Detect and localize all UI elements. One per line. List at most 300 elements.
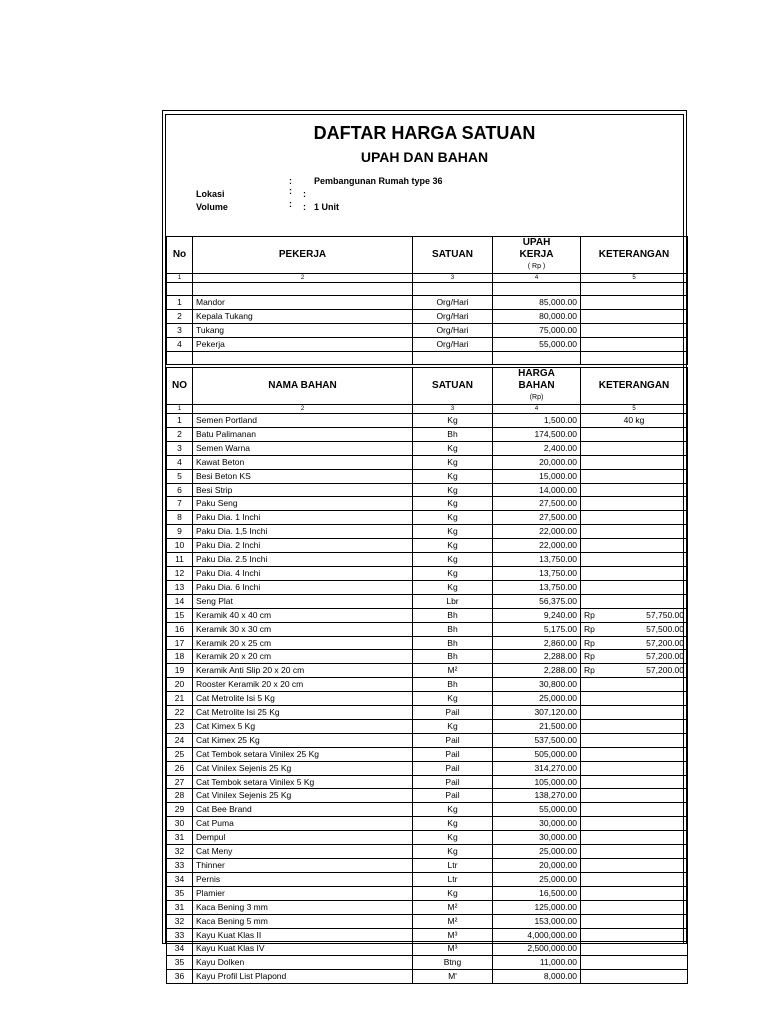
labor-table-row <box>167 309 688 323</box>
row-number: 8 <box>167 511 193 525</box>
labor-col-no: No <box>167 237 193 274</box>
row-number: 31 <box>167 900 193 914</box>
materials-table-row <box>167 441 688 455</box>
item-unit: Org/Hari <box>413 323 493 337</box>
subtotal-value: 57,200.00 <box>646 665 684 676</box>
row-number: 36 <box>167 970 193 984</box>
item-note <box>581 761 688 775</box>
item-name: Kayu Dolken <box>193 956 413 970</box>
materials-table-row <box>167 553 688 567</box>
materials-table-row <box>167 678 688 692</box>
materials-table-row <box>167 511 688 525</box>
item-name: Semen Portland <box>193 414 413 428</box>
materials-num-4: 4 <box>493 405 581 414</box>
item-price: 75,000.00 <box>493 323 581 337</box>
item-price: 153,000.00 <box>493 914 581 928</box>
materials-table-row <box>167 719 688 733</box>
item-note <box>581 580 688 594</box>
row-number: 23 <box>167 719 193 733</box>
item-unit: M² <box>413 914 493 928</box>
item-note <box>581 497 688 511</box>
currency-label: Rp <box>584 665 595 676</box>
item-note <box>581 608 688 622</box>
labor-col-price-line1: UPAH <box>522 237 551 248</box>
materials-table-row <box>167 900 688 914</box>
item-price: 20,000.00 <box>493 859 581 873</box>
item-name: Besi Beton KS <box>193 469 413 483</box>
item-name: Kaca Bening 5 mm <box>193 914 413 928</box>
labor-col-note: KETERANGAN <box>581 237 688 274</box>
item-price: 25,000.00 <box>493 872 581 886</box>
row-number: 24 <box>167 733 193 747</box>
materials-table-row <box>167 859 688 873</box>
item-note <box>581 441 688 455</box>
row-number: 9 <box>167 525 193 539</box>
row-number: 33 <box>167 928 193 942</box>
row-number: 28 <box>167 789 193 803</box>
materials-table-row <box>167 914 688 928</box>
currency-label: Rp <box>584 609 595 620</box>
labor-num-3: 3 <box>413 274 493 283</box>
price-list-sheet <box>162 110 687 982</box>
item-price: 22,000.00 <box>493 539 581 553</box>
item-note <box>581 323 688 337</box>
item-price: 138,270.00 <box>493 789 581 803</box>
row-number: 29 <box>167 803 193 817</box>
volume-colon: : <box>289 199 292 209</box>
item-unit: Kg <box>413 455 493 469</box>
currency-label: Rp <box>584 637 595 648</box>
item-note <box>581 928 688 942</box>
row-number: 10 <box>167 539 193 553</box>
item-name: Cat Vinilex Sejenis 25 Kg <box>193 761 413 775</box>
item-name: Keramik Anti Slip 20 x 20 cm <box>193 664 413 678</box>
item-price: 22,000.00 <box>493 525 581 539</box>
item-price: 2,400.00 <box>493 441 581 455</box>
materials-col-price-line1: HARGA <box>518 368 555 379</box>
item-price: 2,860.00 <box>493 636 581 650</box>
item-price: 105,000.00 <box>493 775 581 789</box>
row-number: 13 <box>167 580 193 594</box>
item-note <box>581 775 688 789</box>
row-number: 19 <box>167 664 193 678</box>
item-name: Thinner <box>193 859 413 873</box>
materials-table-row <box>167 747 688 761</box>
materials-table-row <box>167 414 688 428</box>
item-price: 2,500,000.00 <box>493 942 581 956</box>
materials-num-3: 3 <box>413 405 493 414</box>
item-note <box>581 789 688 803</box>
item-unit: Kg <box>413 719 493 733</box>
item-unit: Kg <box>413 497 493 511</box>
item-name: Cat Kimex 5 Kg <box>193 719 413 733</box>
item-unit: Kg <box>413 539 493 553</box>
item-unit: M' <box>413 970 493 984</box>
row-number: 11 <box>167 553 193 567</box>
item-note <box>581 970 688 984</box>
materials-num-5: 5 <box>581 405 688 414</box>
item-unit: Kg <box>413 886 493 900</box>
item-price: 27,500.00 <box>493 497 581 511</box>
item-name: Plamier <box>193 886 413 900</box>
item-name: Keramik 30 x 30 cm <box>193 622 413 636</box>
item-unit: Pail <box>413 706 493 720</box>
item-name: Cat Puma <box>193 817 413 831</box>
item-price: 2,288.00 <box>493 650 581 664</box>
item-unit: Kg <box>413 469 493 483</box>
item-note <box>581 525 688 539</box>
item-name: Rooster Keramik 20 x 20 cm <box>193 678 413 692</box>
row-number: 17 <box>167 636 193 650</box>
item-price: 20,000.00 <box>493 455 581 469</box>
materials-table-row <box>167 692 688 706</box>
row-number: 16 <box>167 622 193 636</box>
materials-table-row <box>167 733 688 747</box>
labor-col-price-line2: KERJA <box>519 249 554 260</box>
item-unit: Bh <box>413 636 493 650</box>
row-number: 33 <box>167 859 193 873</box>
item-note <box>581 845 688 859</box>
row-number: 32 <box>167 914 193 928</box>
item-price: 537,500.00 <box>493 733 581 747</box>
materials-table-row <box>167 455 688 469</box>
item-name: Paku Seng <box>193 497 413 511</box>
item-name: Kayu Profil List Plapond <box>193 970 413 984</box>
item-unit: Bh <box>413 608 493 622</box>
item-price: 2,288.00 <box>493 664 581 678</box>
labor-col-price-line3: ( Rp ) <box>527 263 546 270</box>
labor-body <box>167 296 688 352</box>
materials-table-row <box>167 469 688 483</box>
item-name: Cat Tembok setara Vinilex 5 Kg <box>193 775 413 789</box>
item-price: 30,800.00 <box>493 678 581 692</box>
item-note <box>581 886 688 900</box>
materials-col-no: NO <box>167 368 193 405</box>
item-price: 56,375.00 <box>493 594 581 608</box>
item-note <box>581 706 688 720</box>
item-price: 314,270.00 <box>493 761 581 775</box>
row-number: 22 <box>167 706 193 720</box>
item-note <box>581 900 688 914</box>
item-note <box>581 831 688 845</box>
item-unit: Kg <box>413 692 493 706</box>
item-unit: Kg <box>413 831 493 845</box>
item-name: Tukang <box>193 323 413 337</box>
item-unit: Kg <box>413 414 493 428</box>
row-number: 14 <box>167 594 193 608</box>
currency-label: Rp <box>584 651 595 662</box>
materials-num-2: 2 <box>193 405 413 414</box>
subtotal-value: 57,750.00 <box>646 609 684 620</box>
item-unit: Pail <box>413 775 493 789</box>
item-unit: Kg <box>413 511 493 525</box>
labor-number-row <box>167 274 688 283</box>
labor-col-price <box>493 237 581 274</box>
item-unit: Kg <box>413 566 493 580</box>
materials-table-row <box>167 580 688 594</box>
document-title: DAFTAR HARGA SATUAN <box>313 123 536 143</box>
row-number: 32 <box>167 845 193 859</box>
row-number: 1 <box>167 296 193 310</box>
item-name: Kawat Beton <box>193 455 413 469</box>
row-number: 34 <box>167 942 193 956</box>
row-number: 2 <box>167 309 193 323</box>
item-note <box>581 719 688 733</box>
materials-col-name: NAMA BAHAN <box>193 368 413 405</box>
row-number: 4 <box>167 337 193 351</box>
item-unit: Ltr <box>413 859 493 873</box>
item-unit: Kg <box>413 525 493 539</box>
materials-table-row <box>167 789 688 803</box>
volume-label: Volume <box>196 202 228 212</box>
item-unit: Pail <box>413 747 493 761</box>
item-note <box>581 942 688 956</box>
row-number: 15 <box>167 608 193 622</box>
row-number: 5 <box>167 469 193 483</box>
materials-table-row <box>167 622 688 636</box>
item-price: 9,240.00 <box>493 608 581 622</box>
item-note <box>581 427 688 441</box>
materials-num-1: 1 <box>167 405 193 414</box>
materials-table-row <box>167 594 688 608</box>
labor-num-5: 5 <box>581 274 688 283</box>
row-number: 35 <box>167 956 193 970</box>
row-number: 34 <box>167 872 193 886</box>
item-price: 4,000,000.00 <box>493 928 581 942</box>
item-name: Paku Dia. 2 Inchi <box>193 539 413 553</box>
labor-num-2: 2 <box>193 274 413 283</box>
materials-table-row <box>167 539 688 553</box>
item-price: 55,000.00 <box>493 337 581 351</box>
item-note <box>581 664 688 678</box>
item-unit: M² <box>413 900 493 914</box>
item-unit: Bh <box>413 650 493 664</box>
item-name: Cat Vinilex Sejenis 25 Kg <box>193 789 413 803</box>
row-number: 12 <box>167 566 193 580</box>
item-name: Keramik 20 x 25 cm <box>193 636 413 650</box>
item-unit: Bh <box>413 427 493 441</box>
materials-table-row <box>167 427 688 441</box>
item-note <box>581 553 688 567</box>
materials-table-row <box>167 483 688 497</box>
item-name: Semen Warna <box>193 441 413 455</box>
item-note <box>581 733 688 747</box>
materials-col-unit: SATUAN <box>413 368 493 405</box>
item-note <box>581 296 688 310</box>
item-unit: Kg <box>413 580 493 594</box>
item-name: Cat Tembok setara Vinilex 25 Kg <box>193 747 413 761</box>
item-name: Cat Bee Brand <box>193 803 413 817</box>
item-price: 85,000.00 <box>493 296 581 310</box>
item-unit: Kg <box>413 553 493 567</box>
row-number: 27 <box>167 775 193 789</box>
row-number: 7 <box>167 497 193 511</box>
project-colon: : <box>289 176 292 186</box>
item-name: Keramik 20 x 20 cm <box>193 650 413 664</box>
subtotal-value: 57,200.00 <box>646 637 684 648</box>
item-note <box>581 914 688 928</box>
labor-spacer-row <box>167 283 688 296</box>
item-note <box>581 469 688 483</box>
row-number: 3 <box>167 323 193 337</box>
labor-table <box>166 236 688 365</box>
sheet-frame <box>165 114 684 982</box>
item-price: 15,000.00 <box>493 469 581 483</box>
materials-col-price-line2: BAHAN <box>518 380 555 391</box>
item-name: Cat Metrolite Isi 5 Kg <box>193 692 413 706</box>
item-price: 13,750.00 <box>493 566 581 580</box>
materials-table-row <box>167 636 688 650</box>
materials-table-row <box>167 664 688 678</box>
item-unit: Org/Hari <box>413 337 493 351</box>
item-unit: Ltr <box>413 872 493 886</box>
item-price: 505,000.00 <box>493 747 581 761</box>
item-price: 13,750.00 <box>493 580 581 594</box>
item-price: 16,500.00 <box>493 886 581 900</box>
item-note <box>581 678 688 692</box>
materials-table-row <box>167 872 688 886</box>
item-note <box>581 650 688 664</box>
item-note <box>581 859 688 873</box>
item-price: 1,500.00 <box>493 414 581 428</box>
item-price: 307,120.00 <box>493 706 581 720</box>
item-name: Cat Kimex 25 Kg <box>193 733 413 747</box>
materials-table-row <box>167 608 688 622</box>
item-price: 5,175.00 <box>493 622 581 636</box>
item-price: 30,000.00 <box>493 831 581 845</box>
item-name: Seng Plat <box>193 594 413 608</box>
materials-header-row <box>167 368 688 405</box>
materials-body <box>167 414 688 984</box>
item-note <box>581 636 688 650</box>
materials-table-row <box>167 497 688 511</box>
materials-table-row <box>167 928 688 942</box>
item-note <box>581 483 688 497</box>
item-name: Pekerja <box>193 337 413 351</box>
volume-value: 1 Unit <box>314 202 340 212</box>
item-price: 25,000.00 <box>493 845 581 859</box>
materials-col-price-line3: (Rp) <box>529 394 544 401</box>
materials-table-row <box>167 706 688 720</box>
item-note <box>581 566 688 580</box>
item-unit: Kg <box>413 441 493 455</box>
item-note <box>581 594 688 608</box>
row-number: 4 <box>167 455 193 469</box>
labor-col-unit: SATUAN <box>413 237 493 274</box>
item-note <box>581 692 688 706</box>
item-note <box>581 803 688 817</box>
materials-table-row <box>167 831 688 845</box>
labor-table-row <box>167 323 688 337</box>
materials-table-row <box>167 845 688 859</box>
row-number: 25 <box>167 747 193 761</box>
item-name: Cat Metrolite Isi 25 Kg <box>193 706 413 720</box>
item-price: 174,500.00 <box>493 427 581 441</box>
project-name: Pembangunan Rumah type 36 <box>314 176 443 186</box>
item-price: 14,000.00 <box>493 483 581 497</box>
item-price: 8,000.00 <box>493 970 581 984</box>
materials-table-row <box>167 956 688 970</box>
item-name: Mandor <box>193 296 413 310</box>
materials-col-note: KETERANGAN <box>581 368 688 405</box>
item-unit: Pail <box>413 733 493 747</box>
materials-table-row <box>167 817 688 831</box>
item-unit: Pail <box>413 789 493 803</box>
row-number: 3 <box>167 441 193 455</box>
item-price: 25,000.00 <box>493 692 581 706</box>
labor-num-1: 1 <box>167 274 193 283</box>
item-unit: Kg <box>413 817 493 831</box>
item-name: Kayu Kuat Klas IV <box>193 942 413 956</box>
labor-col-name: PEKERJA <box>193 237 413 274</box>
item-price: 30,000.00 <box>493 817 581 831</box>
row-number: 2 <box>167 427 193 441</box>
item-price: 55,000.00 <box>493 803 581 817</box>
item-unit: Org/Hari <box>413 296 493 310</box>
item-price: 125,000.00 <box>493 900 581 914</box>
lokasi-colon-2: : <box>303 189 306 199</box>
subtotal-value: 57,200.00 <box>646 651 684 662</box>
materials-number-row <box>167 405 688 414</box>
item-unit: M³ <box>413 942 493 956</box>
row-number: 20 <box>167 678 193 692</box>
row-number: 21 <box>167 692 193 706</box>
materials-table-row <box>167 886 688 900</box>
materials-table-row <box>167 942 688 956</box>
item-name: Keramik 40 x 40 cm <box>193 608 413 622</box>
item-price: 11,000.00 <box>493 956 581 970</box>
item-name: Kayu Kuat Klas II <box>193 928 413 942</box>
item-note: 40 kg <box>581 414 688 428</box>
item-note <box>581 956 688 970</box>
currency-label: Rp <box>584 623 595 634</box>
labor-spacer-row-bottom <box>167 351 688 364</box>
item-price: 80,000.00 <box>493 309 581 323</box>
labor-table-row <box>167 296 688 310</box>
materials-table-row <box>167 566 688 580</box>
materials-table-row <box>167 761 688 775</box>
item-unit: M² <box>413 664 493 678</box>
row-number: 31 <box>167 831 193 845</box>
materials-table-row <box>167 775 688 789</box>
materials-table <box>166 367 688 984</box>
item-price: 21,500.00 <box>493 719 581 733</box>
labor-num-4: 4 <box>493 274 581 283</box>
row-number: 18 <box>167 650 193 664</box>
item-name: Paku Dia. 1,5 Inchi <box>193 525 413 539</box>
item-unit: Org/Hari <box>413 309 493 323</box>
document-subtitle: UPAH DAN BAHAN <box>360 149 489 165</box>
subtotal-value: 57,500.00 <box>646 623 684 634</box>
item-unit: Lbr <box>413 594 493 608</box>
item-note <box>581 539 688 553</box>
row-number: 6 <box>167 483 193 497</box>
item-name: Paku Dia. 4 Inchi <box>193 566 413 580</box>
item-note <box>581 872 688 886</box>
item-note <box>581 511 688 525</box>
item-unit: Kg <box>413 483 493 497</box>
item-note <box>581 747 688 761</box>
materials-table-row <box>167 803 688 817</box>
lokasi-label: Lokasi <box>196 189 225 199</box>
item-name: Kaca Bening 3 mm <box>193 900 413 914</box>
item-name: Cat Meny <box>193 845 413 859</box>
item-unit: Btng <box>413 956 493 970</box>
materials-table-row <box>167 970 688 984</box>
row-number: 26 <box>167 761 193 775</box>
item-price: 27,500.00 <box>493 511 581 525</box>
item-name: Dempul <box>193 831 413 845</box>
